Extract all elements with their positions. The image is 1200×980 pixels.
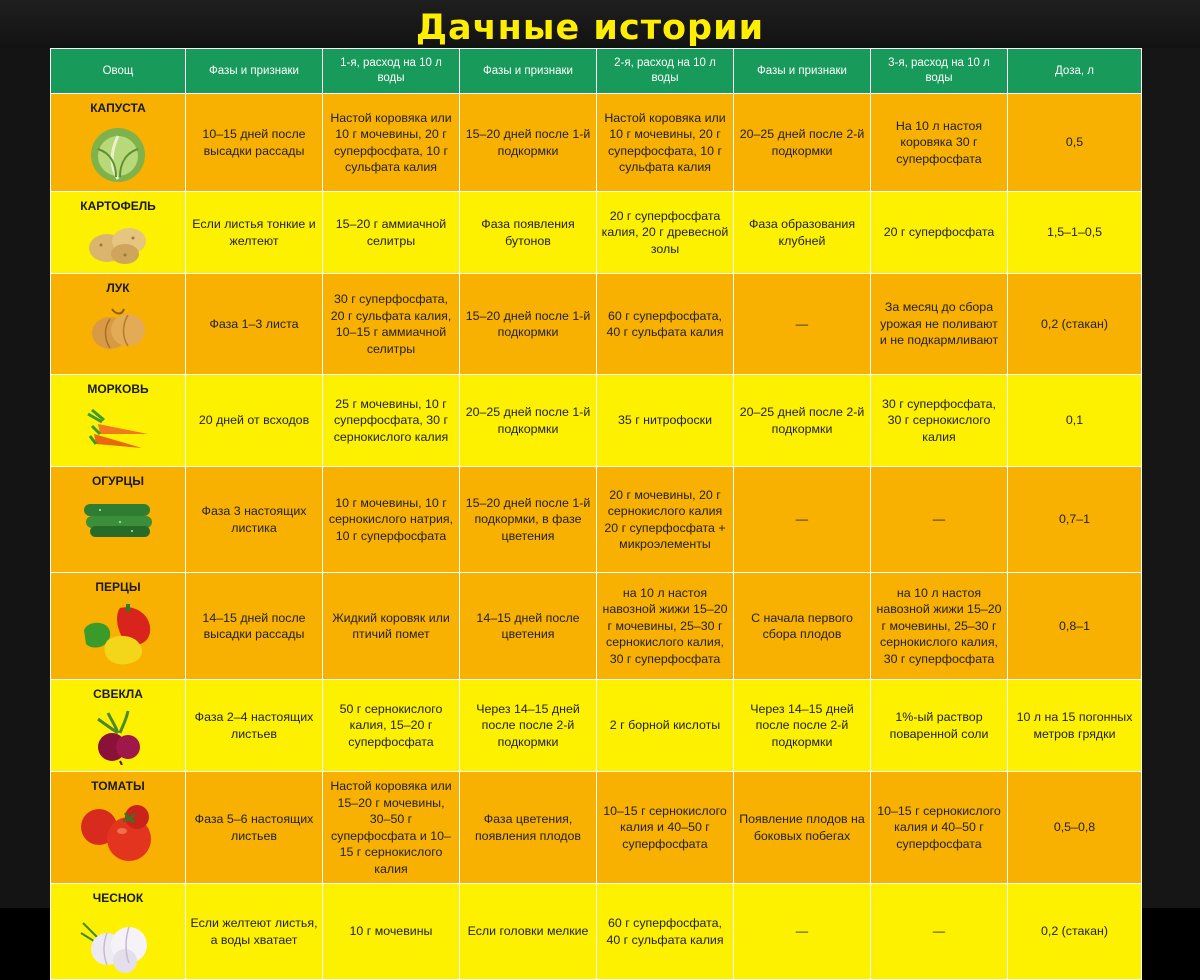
vegetable-cell: [51, 274, 186, 375]
vegetable-name: ТОМАТЫ: [91, 779, 145, 793]
cell-dose: 0,1: [1008, 375, 1142, 467]
cell-phase-3: Через 14–15 дней после после 2-й подкормки: [734, 680, 871, 772]
cell-feeding-3: За месяц до сбора урожая не поливают и не подкармливают: [871, 274, 1008, 375]
vegetable-name: ЛУК: [106, 281, 130, 295]
cell-feeding-1: Жидкий коровяк или птичий помет: [323, 573, 460, 680]
header-vegetable: Овощ: [51, 49, 186, 94]
cell-feeding-2: 10–15 г сернокислого калия и 40–50 г суперфосфата: [597, 772, 734, 884]
cell-phase-2: 15–20 дней после 1-й подкормки, в фазе цветения: [460, 467, 597, 573]
cell-feeding-1: 50 г сернокислого калия, 15–20 г суперфосфата: [323, 680, 460, 772]
cell-feeding-1: 25 г мочевины, 10 г суперфосфата, 30 г сернокислого калия: [323, 375, 460, 467]
page-title: Дачные истории: [415, 8, 765, 48]
cell-phase-3: Появление плодов на боковых побегах: [734, 772, 871, 884]
table-row: [51, 467, 1142, 573]
cell-feeding-2: 60 г суперфосфата, 40 г сульфата калия: [597, 884, 734, 980]
header-feeding-1: 1-я, расход на 10 л воды: [323, 49, 460, 94]
cell-feeding-1: 10 г мочевины, 10 г сернокислого натрия, 10 г суперфосфата: [323, 467, 460, 573]
vegetable-cell: [51, 772, 186, 884]
cell-phase-1: Фаза 2–4 настоящих листьев: [186, 680, 323, 772]
cell-feeding-2: на 10 л настоя навозной жижи 15–20 г мочевины, 25–30 г сернокислого калия, 30 г суперфосфата: [597, 573, 734, 680]
table-row: [51, 375, 1142, 467]
vegetable-cell: [51, 94, 186, 192]
cell-phase-1: Если листья тонкие и желтеют: [186, 192, 323, 274]
cell-feeding-3: 10–15 г сернокислого калия и 40–50 г суперфосфата: [871, 772, 1008, 884]
cell-feeding-2: 60 г суперфосфата, 40 г сульфата калия: [597, 274, 734, 375]
cell-phase-2: 14–15 дней после цветения: [460, 573, 597, 680]
vegetable-name: ПЕРЦЫ: [95, 580, 141, 594]
cell-phase-1: Если желтеют листья, а воды хватает: [186, 884, 323, 980]
cell-dose: 0,5: [1008, 94, 1142, 192]
header-feeding-3: 3-я, расход на 10 л воды: [871, 49, 1008, 94]
cell-phase-1: Фаза 3 настоящих листика: [186, 467, 323, 573]
cell-feeding-2: 2 г борной кислоты: [597, 680, 734, 772]
vegetable-name: ОГУРЦЫ: [91, 474, 145, 488]
fertilizer-table: [50, 48, 1142, 980]
cell-feeding-3: 30 г суперфосфата, 30 г сернокислого калия: [871, 375, 1008, 467]
table-row: [51, 274, 1142, 375]
table-header-row: [51, 49, 1142, 94]
fertilizer-table-board: [50, 48, 1141, 947]
cell-phase-3: —: [734, 884, 871, 980]
cell-phase-2: 15–20 дней после 1-й подкормки: [460, 94, 597, 192]
table-row: [51, 680, 1142, 772]
cell-phase-3: С начала первого сбора плодов: [734, 573, 871, 680]
cell-phase-3: —: [734, 274, 871, 375]
vegetable-cell: [51, 192, 186, 274]
cell-dose: 10 л на 15 погонных метров грядки: [1008, 680, 1142, 772]
cell-dose: 0,2 (стакан): [1008, 274, 1142, 375]
cell-phase-3: Фаза образования клубней: [734, 192, 871, 274]
vegetable-name: КАПУСТА: [90, 101, 146, 115]
header-feeding-2: 2-я, расход на 10 л воды: [597, 49, 734, 94]
cell-dose: 0,5–0,8: [1008, 772, 1142, 884]
cell-feeding-1: 10 г мочевины: [323, 884, 460, 980]
vegetable-name: ЧЕСНОК: [92, 891, 144, 905]
cell-dose: 1,5–1–0,5: [1008, 192, 1142, 274]
cell-phase-2: Если головки мелкие: [460, 884, 597, 980]
cell-phase-3: —: [734, 467, 871, 573]
carrot-icon: [55, 404, 181, 465]
cell-phase-1: 10–15 дней после высадки рассады: [186, 94, 323, 192]
cell-feeding-3: на 10 л настоя навозной жижи 15–20 г мочевины, 25–30 г сернокислого калия, 30 г суперфосфата: [871, 573, 1008, 680]
cell-dose: 0,2 (стакан): [1008, 884, 1142, 980]
table-row: [51, 94, 1142, 192]
cucumber-icon: [55, 496, 181, 545]
vegetable-cell: [51, 884, 186, 980]
table-row: [51, 192, 1142, 274]
cell-phase-1: Фаза 1–3 листа: [186, 274, 323, 375]
vegetable-cell: [51, 467, 186, 573]
cell-phase-3: 20–25 дней после 2-й подкормки: [734, 375, 871, 467]
cell-phase-1: Фаза 5–6 настоящих листьев: [186, 772, 323, 884]
cell-phase-1: 14–15 дней после высадки рассады: [186, 573, 323, 680]
beet-icon: [55, 709, 181, 770]
cell-dose: 0,8–1: [1008, 573, 1142, 680]
garlic-icon: [55, 913, 181, 978]
cell-feeding-2: Настой коровяка или 10 г мочевины, 20 г суперфосфата, 10 г сульфата калия: [597, 94, 734, 192]
cell-feeding-1: Настой коровяка или 15–20 г мочевины, 30–50 г суперфосфата и 10–15 г сернокислого калия: [323, 772, 460, 884]
vegetable-cell: [51, 573, 186, 680]
cell-feeding-1: 30 г суперфосфата, 20 г сульфата калия, 10–15 г аммиачной селитры: [323, 274, 460, 375]
cell-feeding-1: Настой коровяка или 10 г мочевины, 20 г суперфосфата, 10 г сульфата калия: [323, 94, 460, 192]
header-phase-2: Фазы и признаки: [460, 49, 597, 94]
cabbage-icon: [55, 123, 181, 190]
table-row: [51, 884, 1142, 980]
potato-icon: [55, 221, 181, 272]
cell-phase-2: Фаза появления бутонов: [460, 192, 597, 274]
cell-phase-1: 20 дней от всходов: [186, 375, 323, 467]
cell-phase-2: Фаза цветения, появления плодов: [460, 772, 597, 884]
cell-feeding-3: —: [871, 884, 1008, 980]
table-row: [51, 573, 1142, 680]
cell-dose: 0,7–1: [1008, 467, 1142, 573]
cell-feeding-2: 20 г мочевины, 20 г сернокислого калия 20 г суперфосфата + микроэлементы: [597, 467, 734, 573]
cell-phase-2: 15–20 дней после 1-й подкормки: [460, 274, 597, 375]
onion-icon: [55, 303, 181, 358]
cell-feeding-3: —: [871, 467, 1008, 573]
cell-phase-2: 20–25 дней после 1-й подкормки: [460, 375, 597, 467]
vegetable-name: КАРТОФЕЛЬ: [80, 199, 156, 213]
frame-right-bevel: [1142, 48, 1200, 908]
vegetable-name: МОРКОВЬ: [87, 382, 149, 396]
header-phase-3: Фазы и признаки: [734, 49, 871, 94]
cell-phase-3: 20–25 дней после 2-й подкормки: [734, 94, 871, 192]
vegetable-cell: [51, 375, 186, 467]
pepper-icon: [55, 602, 181, 673]
cell-feeding-3: 20 г суперфосфата: [871, 192, 1008, 274]
vegetable-cell: [51, 680, 186, 772]
cell-feeding-3: На 10 л настоя коровяка 30 г суперфосфата: [871, 94, 1008, 192]
cell-feeding-2: 20 г суперфосфата калия, 20 г древесной золы: [597, 192, 734, 274]
cell-feeding-3: 1%-ый раствор поваренной соли: [871, 680, 1008, 772]
header-phase-1: Фазы и признаки: [186, 49, 323, 94]
header-dose: Доза, л: [1008, 49, 1142, 94]
cell-feeding-1: 15–20 г аммиачной селитры: [323, 192, 460, 274]
vegetable-name: СВЕКЛА: [93, 687, 143, 701]
cell-phase-2: Через 14–15 дней после после 2-й подкормки: [460, 680, 597, 772]
tomato-icon: [55, 801, 181, 868]
table-row: [51, 772, 1142, 884]
cell-feeding-2: 35 г нитрофоски: [597, 375, 734, 467]
frame-left-bevel: [0, 48, 50, 908]
